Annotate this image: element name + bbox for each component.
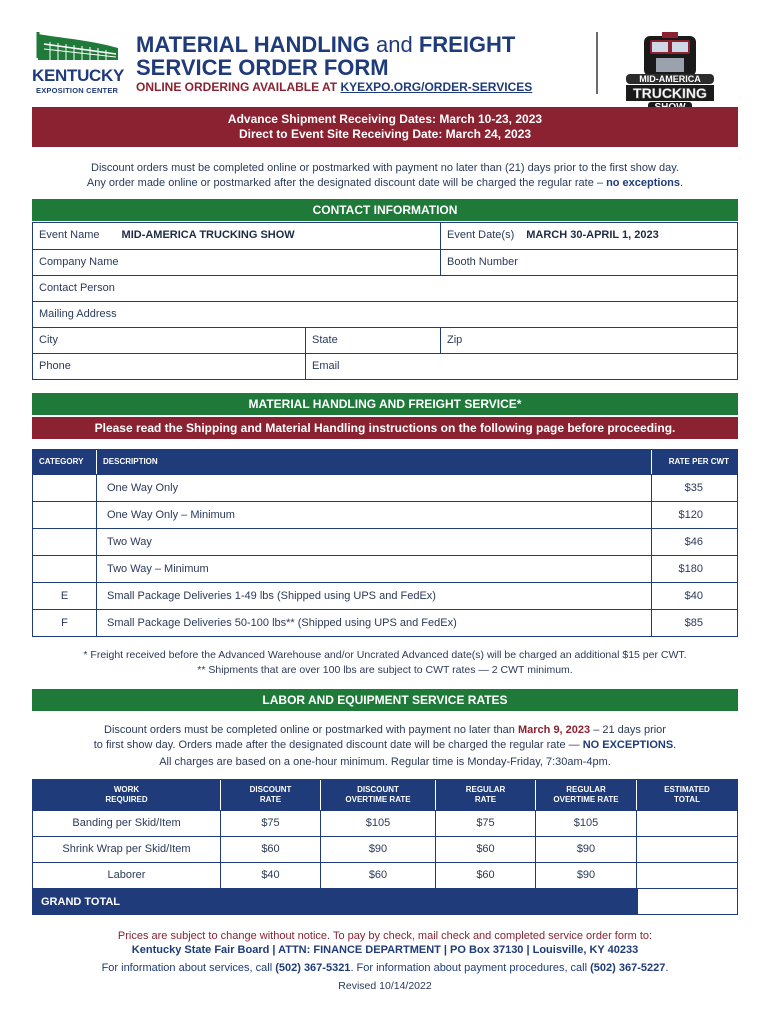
direct-receiving-date: Direct to Event Site Receiving Date: March 24, 2023 bbox=[238, 127, 532, 141]
header-text: RATE bbox=[259, 795, 282, 804]
discount-cell: $75 bbox=[220, 811, 320, 836]
header-text: DISCOUNT bbox=[357, 785, 399, 794]
contact-row bbox=[33, 301, 737, 327]
header-text: DISCOUNT bbox=[249, 785, 292, 794]
event-name-field[interactable] bbox=[33, 223, 440, 249]
phone-info-period: . bbox=[665, 962, 669, 974]
company-name-field[interactable]: Company Name bbox=[39, 256, 119, 268]
discount-cell: $60 bbox=[220, 837, 320, 862]
payment-info-text: . For information about payment procedures, call bbox=[350, 962, 588, 974]
header-text: RATE bbox=[474, 795, 497, 804]
title-part1: MATERIAL HANDLING bbox=[136, 32, 370, 57]
city-field[interactable]: City bbox=[39, 334, 58, 346]
rate-cell: $180 bbox=[651, 556, 737, 582]
title-and: and bbox=[375, 32, 413, 57]
discount-notice-line2-text: Any order made online or postmarked after the designated discount date will be charged the regular rate – bbox=[86, 177, 603, 189]
table-header bbox=[33, 450, 737, 474]
header-text: REGULAR bbox=[566, 785, 606, 794]
no-exceptions-text: no exceptions bbox=[606, 177, 681, 189]
state-field[interactable]: State bbox=[305, 328, 440, 353]
table-row[interactable] bbox=[33, 609, 737, 636]
price-change-note: Prices are subject to change without notice. To pay by check, mail check and completed service order form to: bbox=[117, 930, 653, 942]
table-header bbox=[33, 780, 737, 810]
booth-number-field[interactable]: Booth Number bbox=[440, 250, 737, 275]
labor-notice-line2 bbox=[32, 738, 738, 753]
rate-cell: $40 bbox=[651, 583, 737, 609]
services-info-text: For information about services, call bbox=[101, 962, 273, 974]
rate-cell: $120 bbox=[651, 502, 737, 528]
payment-phone: (502) 367-5227 bbox=[590, 962, 666, 974]
description-cell: One Way Only bbox=[96, 475, 651, 501]
regular-overtime-header bbox=[535, 780, 636, 810]
description-cell: Small Package Deliveries 1-49 lbs (Shipped using UPS and FedEx) bbox=[96, 583, 651, 609]
discount-ot-cell: $105 bbox=[320, 811, 435, 836]
online-ordering-note bbox=[136, 80, 532, 94]
contact-row bbox=[33, 353, 737, 379]
category-cell bbox=[33, 556, 96, 582]
discount-cell: $40 bbox=[220, 863, 320, 888]
estimated-total-header bbox=[636, 780, 737, 810]
contact-information-heading: CONTACT INFORMATION bbox=[32, 199, 738, 221]
header-text: OVERTIME RATE bbox=[553, 795, 619, 804]
event-name-value: MID-AMERICA TRUCKING SHOW bbox=[121, 229, 295, 241]
description-cell: Two Way bbox=[96, 529, 651, 555]
labor-notice-line1 bbox=[32, 723, 738, 738]
regular-rate-header bbox=[435, 780, 535, 810]
labor-no-exceptions-text: NO EXCEPTIONS bbox=[582, 739, 674, 751]
table-row[interactable] bbox=[33, 555, 737, 582]
header-text: OVERTIME RATE bbox=[345, 795, 411, 804]
stadium-icon bbox=[30, 30, 120, 66]
discount-notice-line1: Discount orders must be completed online or postmarked with payment no later than (21) days prior to the first show day. bbox=[91, 162, 679, 174]
labor-rates-heading: LABOR AND EQUIPMENT SERVICE RATES bbox=[32, 689, 738, 711]
category-cell: E bbox=[60, 590, 69, 602]
category-cell: F bbox=[61, 617, 68, 629]
work-cell: Laborer bbox=[107, 869, 146, 881]
contact-row bbox=[33, 275, 737, 301]
charges-note: All charges are based on a one-hour minimum. Regular time is Monday-Friday, 7:30am-4pm. bbox=[159, 756, 611, 768]
category-cell bbox=[33, 502, 96, 528]
material-handling-heading: MATERIAL HANDLING AND FREIGHT SERVICE* bbox=[32, 393, 738, 415]
event-dates-field[interactable] bbox=[440, 223, 737, 249]
footnote-freight: * Freight received before the Advanced Warehouse and/or Uncrated Advanced date(s) will be charged an additional $15 per CWT. bbox=[83, 649, 687, 661]
discount-deadline-date: March 9, 2023 bbox=[517, 724, 591, 736]
mailing-address-field[interactable]: Mailing Address bbox=[39, 308, 117, 320]
regular-ot-cell: $90 bbox=[535, 837, 636, 862]
labor-notice-mid: – 21 days prior bbox=[593, 724, 666, 736]
mailing-address-bold: Kentucky State Fair Board | ATTN: FINANCE DEPARTMENT | PO Box 37130 | Louisville, KY 40233 bbox=[131, 944, 639, 956]
rate-cell: $35 bbox=[651, 475, 737, 501]
contact-row bbox=[33, 327, 737, 353]
discount-overtime-header bbox=[320, 780, 435, 810]
regular-ot-cell: $90 bbox=[535, 863, 636, 888]
receiving-dates-banner bbox=[32, 107, 738, 147]
table-row bbox=[33, 836, 737, 862]
zip-field[interactable]: Zip bbox=[440, 328, 737, 353]
header-text: TOTAL bbox=[674, 795, 700, 804]
grand-total-input[interactable] bbox=[637, 889, 737, 914]
regular-cell: $75 bbox=[435, 811, 535, 836]
contact-phone-info bbox=[32, 962, 738, 974]
regular-cell: $60 bbox=[435, 863, 535, 888]
subtitle-prefix: ONLINE ORDERING AVAILABLE AT bbox=[136, 80, 338, 94]
rate-header: RATE PER CWT bbox=[651, 450, 737, 474]
footnote-cwt: ** Shipments that are over 100 lbs are subject to CWT rates — 2 CWT minimum. bbox=[197, 664, 573, 676]
email-field[interactable]: Email bbox=[305, 354, 737, 379]
discount-notice bbox=[32, 161, 738, 191]
event-name-label: Event Name bbox=[39, 229, 100, 241]
page-title bbox=[136, 33, 515, 79]
rate-cell: $46 bbox=[651, 529, 737, 555]
table-row[interactable] bbox=[33, 474, 737, 501]
contact-person-field[interactable]: Contact Person bbox=[39, 282, 115, 294]
work-required-header bbox=[33, 780, 220, 810]
work-cell: Shrink Wrap per Skid/Item bbox=[62, 843, 191, 855]
estimated-total-input[interactable] bbox=[636, 837, 737, 862]
logo-trucking-text: TRUCKING bbox=[626, 85, 714, 101]
order-services-link[interactable]: KYEXPO.ORG/ORDER-SERVICES bbox=[340, 80, 533, 94]
grand-total-row bbox=[33, 888, 737, 914]
header-text: REQUIRED bbox=[105, 795, 148, 804]
labor-rates-table bbox=[32, 779, 738, 915]
discount-ot-cell: $60 bbox=[320, 863, 435, 888]
description-cell: Small Package Deliveries 50-100 lbs** (Shipped using UPS and FedEx) bbox=[96, 610, 651, 636]
material-handling-instructions: Please read the Shipping and Material Handling instructions on the following page before proceeding. bbox=[32, 417, 738, 439]
phone-field[interactable]: Phone bbox=[39, 360, 71, 372]
regular-ot-cell: $105 bbox=[535, 811, 636, 836]
revision-date: Revised 10/14/2022 bbox=[338, 980, 432, 992]
table-row bbox=[33, 810, 737, 836]
estimated-total-input[interactable] bbox=[636, 863, 737, 888]
mid-america-trucking-show-logo bbox=[622, 30, 718, 116]
estimated-total-input[interactable] bbox=[636, 811, 737, 836]
grand-total-label: GRAND TOTAL bbox=[33, 889, 637, 914]
payment-instructions bbox=[32, 929, 738, 957]
contact-row bbox=[33, 223, 737, 249]
contact-information-form bbox=[32, 222, 738, 380]
header-text: WORK bbox=[113, 785, 140, 794]
logo-kentucky-text: KENTUCKY bbox=[32, 66, 125, 85]
table-row[interactable] bbox=[33, 528, 737, 555]
category-cell bbox=[33, 475, 96, 501]
description-header: DESCRIPTION bbox=[96, 450, 651, 474]
labor-discount-notice bbox=[32, 723, 738, 753]
event-dates-label: Event Date(s) bbox=[447, 229, 515, 241]
title-part2: FREIGHT bbox=[418, 32, 516, 57]
table-row[interactable] bbox=[33, 501, 737, 528]
work-cell: Banding per Skid/Item bbox=[72, 817, 181, 829]
material-handling-table bbox=[32, 449, 738, 637]
truck-icon bbox=[622, 30, 718, 80]
mailing-address-text bbox=[32, 943, 738, 957]
discount-rate-header bbox=[220, 780, 320, 810]
title-line2: SERVICE ORDER FORM bbox=[136, 55, 389, 80]
rate-cell: $85 bbox=[651, 610, 737, 636]
labor-notice-prefix: Discount orders must be completed online or postmarked with payment no later than bbox=[104, 724, 515, 736]
discount-notice-period: . bbox=[680, 177, 684, 189]
category-header: CATEGORY bbox=[39, 457, 84, 466]
discount-ot-cell: $90 bbox=[320, 837, 435, 862]
event-dates-value: MARCH 30-APRIL 1, 2023 bbox=[526, 229, 659, 241]
header-divider bbox=[596, 32, 598, 94]
discount-notice-line2 bbox=[32, 176, 738, 191]
logo-mid-america-text: MID-AMERICA bbox=[626, 74, 714, 84]
category-cell bbox=[33, 529, 96, 555]
table-row[interactable] bbox=[33, 582, 737, 609]
material-footnotes bbox=[32, 648, 738, 678]
regular-cell: $60 bbox=[435, 837, 535, 862]
labor-notice-period: . bbox=[673, 739, 677, 751]
description-cell: Two Way – Minimum bbox=[96, 556, 651, 582]
services-phone: (502) 367-5321 bbox=[275, 962, 351, 974]
logo-expo-text: EXPOSITION CENTER bbox=[36, 86, 119, 95]
kentucky-exposition-center-logo bbox=[30, 30, 126, 96]
description-cell: One Way Only – Minimum bbox=[96, 502, 651, 528]
table-row bbox=[33, 862, 737, 888]
header-text: ESTIMATED bbox=[664, 785, 710, 794]
header-text: REGULAR bbox=[465, 785, 506, 794]
contact-row bbox=[33, 249, 737, 275]
labor-notice-line2-text: to first show day. Orders made after the designated discount date will be charged the regular rate — bbox=[93, 739, 580, 751]
advance-receiving-dates: Advance Shipment Receiving Dates: March 10-23, 2023 bbox=[227, 112, 543, 126]
